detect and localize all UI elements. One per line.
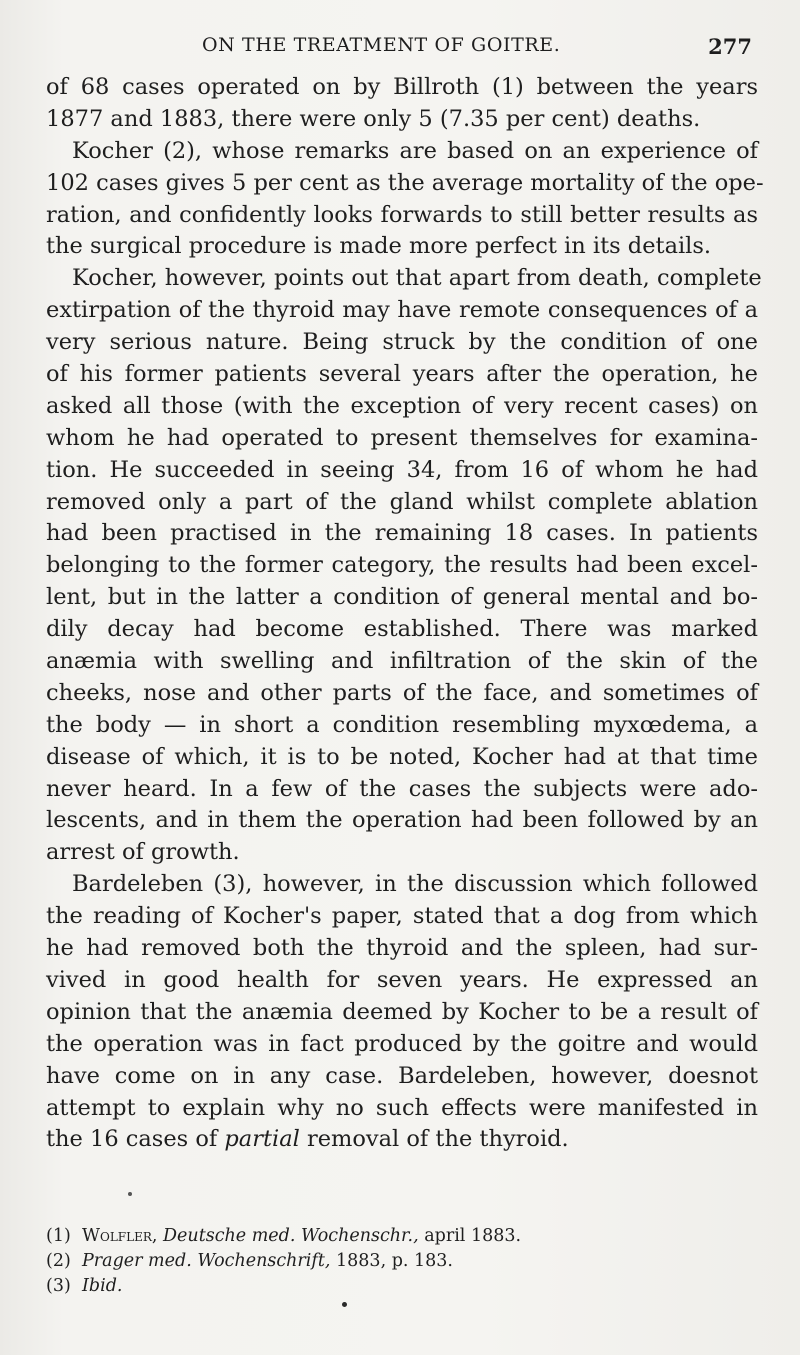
footnote-source: Prager med. xyxy=(82,1251,198,1271)
text-line: disease of which, it is to be noted, Kocher had at that time xyxy=(46,743,758,770)
text-line: of his former patients several years after the operation, he xyxy=(46,361,758,388)
text-line: have come on in any case. Bardeleben, however, doesnot xyxy=(46,1062,758,1089)
text-line: the reading of Kocher's paper, stated that a dog from which xyxy=(46,903,758,930)
footnote-author: Wolfler, xyxy=(82,1226,158,1246)
running-title: ON THE TREATMENT OF GOITRE. xyxy=(202,34,561,56)
text-line: never heard. In a few of the cases the subjects were ado- xyxy=(46,775,758,802)
emphasis-partial: partial xyxy=(224,1126,300,1153)
text-line: arrest of growth. xyxy=(46,839,240,866)
text-line: whom he had operated to present themselves for examina- xyxy=(46,424,758,451)
printer-dot xyxy=(342,1302,347,1307)
footnote-rest: 1883, p. 183. xyxy=(330,1251,453,1271)
footnote-number: (2) xyxy=(46,1251,71,1271)
text-line: opinion that the anæmia deemed by Kocher to be a result of xyxy=(46,998,758,1025)
text-line: the surgical procedure is made more perfect in its details. xyxy=(46,233,712,260)
text-line: Kocher (2), whose remarks are based on an experience of xyxy=(72,137,758,164)
text-line: 102 cases gives 5 per cent as the average mortality of the ope- xyxy=(46,169,764,196)
footnote-1 xyxy=(46,1224,758,1249)
footnote-source: Ibid. xyxy=(82,1276,123,1296)
footnote-number: (3) xyxy=(46,1276,71,1296)
text-line: 1877 and 1883, there were only 5 (7.35 per cent) deaths. xyxy=(46,105,701,132)
text-line: Bardeleben (3), however, in the discussion which followed xyxy=(72,871,758,898)
text-line: lescents, and in them the operation had been followed by an xyxy=(46,807,758,834)
text-line: of 68 cases operated on by Billroth (1) between the years xyxy=(46,74,758,100)
text-line: attempt to explain why no such effects were manifested in xyxy=(46,1094,758,1121)
text-line: the body — in short a condition resembling myxœdema, a xyxy=(46,711,758,738)
final-line-start: the 16 cases of xyxy=(46,1126,225,1153)
text-line: dily decay had become established. There was marked xyxy=(46,616,758,643)
running-head xyxy=(40,34,760,64)
text-line: he had removed both the thyroid and the spleen, had sur- xyxy=(46,935,758,962)
text-line-final xyxy=(46,1124,758,1156)
text-line: removed only a part of the gland whilst complete ablation xyxy=(46,488,758,515)
text-line: ration, and confidently looks forwards to still better results as xyxy=(46,201,758,228)
text-line: tion. He succeeded in seeing 34, from 16 of whom he had xyxy=(46,456,758,483)
footnote-source: Deutsche med. Wochenschr., xyxy=(163,1226,419,1246)
footnote-source-cont: Wochenschrift, xyxy=(197,1251,331,1271)
footnotes xyxy=(46,1224,758,1299)
page-number: 277 xyxy=(708,34,752,59)
text-line: anæmia with swelling and infiltration of the skin of the xyxy=(46,648,758,675)
text-line: extirpation of the thyroid may have remote consequences of a xyxy=(46,297,758,324)
text-line: Kocher, however, points out that apart from death, complete xyxy=(72,265,762,292)
text-line: belonging to the former category, the results had been excel- xyxy=(46,552,758,579)
text-line: the operation was in fact produced by the goitre and would xyxy=(46,1030,758,1057)
text-line: had been practised in the remaining 18 cases. In patients xyxy=(46,520,758,547)
ink-speck xyxy=(128,1192,132,1196)
body-text xyxy=(46,72,764,1156)
footnote-number: (1) xyxy=(46,1226,71,1246)
final-line-end: removal of the thyroid. xyxy=(299,1126,569,1153)
text-line: asked all those (with the exception of very recent cases) on xyxy=(46,392,758,419)
text-line: very serious nature. Being struck by the condition of one xyxy=(46,329,758,356)
text-line: lent, but in the latter a condition of general mental and bo- xyxy=(46,584,758,611)
footnote-2 xyxy=(46,1249,758,1274)
text-line: vived in good health for seven years. He expressed an xyxy=(46,966,758,993)
footnote-rest: april 1883. xyxy=(418,1226,522,1246)
text-line: cheeks, nose and other parts of the face, and sometimes of xyxy=(46,679,758,706)
footnote-3 xyxy=(46,1274,758,1299)
